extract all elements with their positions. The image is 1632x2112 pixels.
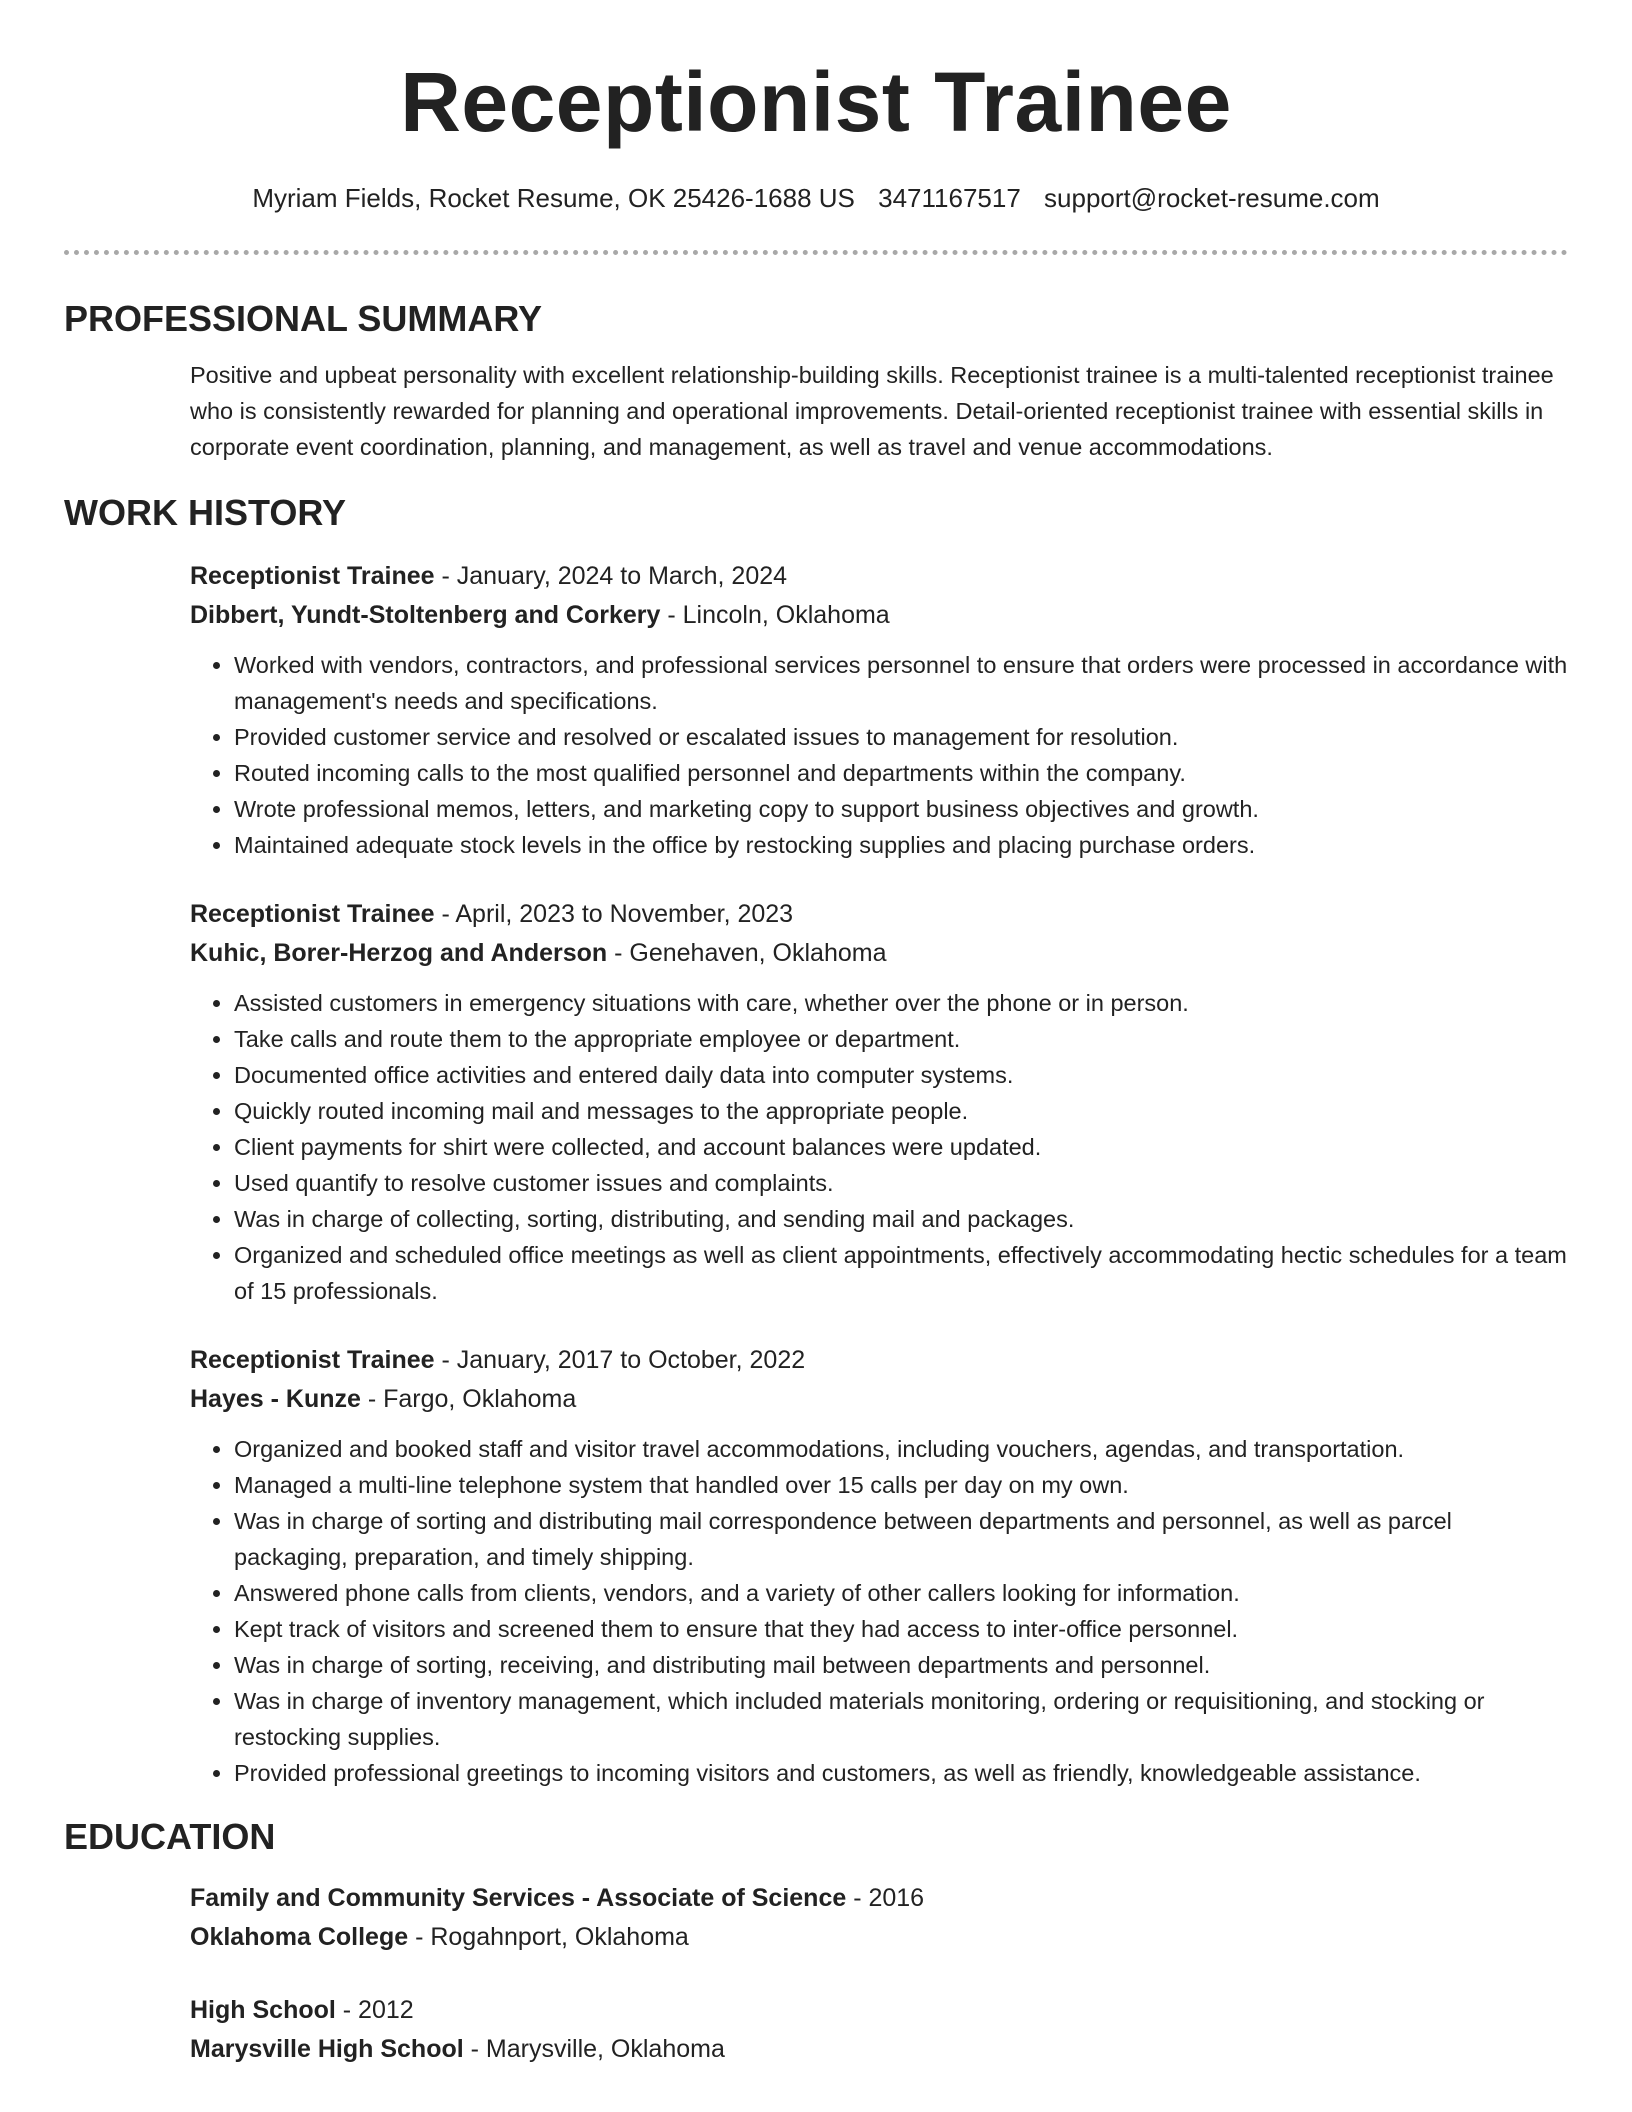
- education-school: Oklahoma College: [190, 1923, 409, 1951]
- job-bullet: • Wrote professional memos, letters, and marketing copy to support business objectives and growth.: [234, 791, 1568, 827]
- education-school-line: [190, 1918, 1568, 1957]
- job-bullet: • Was in charge of inventory management, which included materials monitoring, ordering or requisitioning, and stocking or restocking supplies.: [234, 1683, 1568, 1755]
- job-company: Dibbert, Yundt-Stoltenberg and Corkery: [190, 601, 661, 629]
- job-bullet: • Answered phone calls from clients, vendors, and a variety of other callers looking for information.: [234, 1575, 1568, 1611]
- job-bullet: • Organized and scheduled office meetings as well as client appointments, effectively accommodating hectic schedules for a team of 15 professionals.: [234, 1237, 1568, 1309]
- job-bullet-list: [190, 1431, 1568, 1791]
- job-bullet: • Documented office activities and entered daily data into computer systems.: [234, 1057, 1568, 1093]
- job-bullet: • Maintained adequate stock levels in the office by restocking supplies and placing purchase orders.: [234, 827, 1568, 863]
- education-location: - Rogahnport, Oklahoma: [408, 1923, 689, 1951]
- job-company-line: [190, 1380, 1568, 1419]
- job-company-line: [190, 934, 1568, 973]
- job-bullet: • Organized and booked staff and visitor travel accommodations, including vouchers, agendas, and transportation.: [234, 1431, 1568, 1467]
- job-bullet: • Was in charge of collecting, sorting, distributing, and sending mail and packages.: [234, 1201, 1568, 1237]
- job-dates: - January, 2024 to March, 2024: [434, 562, 788, 590]
- job-bullet: • Provided customer service and resolved or escalated issues to management for resolution.: [234, 719, 1568, 755]
- resume-content: [64, 295, 1568, 2069]
- job-bullet: • Routed incoming calls to the most qualified personnel and departments within the company.: [234, 755, 1568, 791]
- education-school-line: [190, 2030, 1568, 2069]
- job-role: Receptionist Trainee: [190, 562, 435, 590]
- job-title-line: [190, 557, 1568, 596]
- section-work-history: [64, 489, 1568, 1791]
- job-location: - Fargo, Oklahoma: [360, 1385, 577, 1413]
- job-entry: [190, 895, 1568, 1309]
- job-entry: [190, 1341, 1568, 1791]
- education-year: - 2012: [335, 1996, 414, 2024]
- job-bullet: • Kept track of visitors and screened them to ensure that they had access to inter-office personnel.: [234, 1611, 1568, 1647]
- contact-address: Myriam Fields, Rocket Resume, OK 25426-1688 US: [252, 183, 855, 213]
- job-bullet-list: [190, 985, 1568, 1309]
- job-entry: [190, 557, 1568, 863]
- header-divider: [64, 250, 1568, 255]
- contact-email: support@rocket-resume.com: [1044, 183, 1380, 213]
- education-degree: Family and Community Services - Associate of Science: [190, 1884, 847, 1912]
- job-dates: - January, 2017 to October, 2022: [434, 1346, 806, 1374]
- section-title-summary: PROFESSIONAL SUMMARY: [64, 298, 543, 339]
- job-bullet: • Client payments for shirt were collected, and account balances were updated.: [234, 1129, 1568, 1165]
- contact-phone: 3471167517: [878, 183, 1021, 213]
- job-bullet: • Assisted customers in emergency situations with care, whether over the phone or in person.: [234, 985, 1568, 1021]
- job-bullet-list: [190, 647, 1568, 863]
- education-year: - 2016: [846, 1884, 925, 1912]
- job-location: - Lincoln, Oklahoma: [660, 601, 890, 629]
- education-school: Marysville High School: [190, 2035, 464, 2063]
- job-bullet: • Quickly routed incoming mail and messages to the appropriate people.: [234, 1093, 1568, 1129]
- job-bullet: • Provided professional greetings to incoming visitors and customers, as well as friendly, knowledgeable assistance.: [234, 1755, 1568, 1791]
- resume-name-title: Receptionist Trainee: [400, 55, 1232, 149]
- job-location: - Genehaven, Oklahoma: [607, 939, 887, 967]
- job-role: Receptionist Trainee: [190, 1346, 435, 1374]
- section-education: [64, 1813, 1568, 2069]
- section-title-education: EDUCATION: [64, 1816, 276, 1857]
- job-bullet: • Was in charge of sorting, receiving, and distributing mail between departments and personnel.: [234, 1647, 1568, 1683]
- job-dates: - April, 2023 to November, 2023: [434, 900, 794, 928]
- section-professional-summary: [64, 295, 1568, 465]
- education-location: - Marysville, Oklahoma: [463, 2035, 725, 2063]
- job-role: Receptionist Trainee: [190, 900, 435, 928]
- job-title-line: [190, 895, 1568, 934]
- job-bullet: • Worked with vendors, contractors, and professional services personnel to ensure that orders were processed in accordance with management's needs and specifications.: [234, 647, 1568, 719]
- job-company: Hayes - Kunze: [190, 1385, 361, 1413]
- job-bullet: • Managed a multi-line telephone system that handled over 15 calls per day on my own.: [234, 1467, 1568, 1503]
- education-degree-line: [190, 1879, 1568, 1918]
- summary-text: Positive and upbeat personality with excellent relationship-building skills. Receptionist trainee is a multi-talented receptionist trainee who is consistently rewarded for planning and operational improvements. Detail-oriented receptionist trainee with essential skills in corporate event coordination, planning, and management, as well as travel and venue accommodations.: [190, 362, 1554, 460]
- job-company-line: [190, 596, 1568, 635]
- contact-line: [0, 180, 1632, 216]
- job-bullet: • Used quantify to resolve customer issues and complaints.: [234, 1165, 1568, 1201]
- education-entry: [190, 1991, 1568, 2069]
- section-title-work: WORK HISTORY: [64, 492, 347, 533]
- job-bullet: • Was in charge of sorting and distributing mail correspondence between departments and personnel, as well as parcel packaging, preparation, and timely shipping.: [234, 1503, 1568, 1575]
- education-degree-line: [190, 1991, 1568, 2030]
- job-bullet: • Take calls and route them to the appropriate employee or department.: [234, 1021, 1568, 1057]
- job-title-line: [190, 1341, 1568, 1380]
- education-degree: High School: [190, 1996, 336, 2024]
- education-entry: [190, 1879, 1568, 1957]
- job-company: Kuhic, Borer-Herzog and Anderson: [190, 939, 608, 967]
